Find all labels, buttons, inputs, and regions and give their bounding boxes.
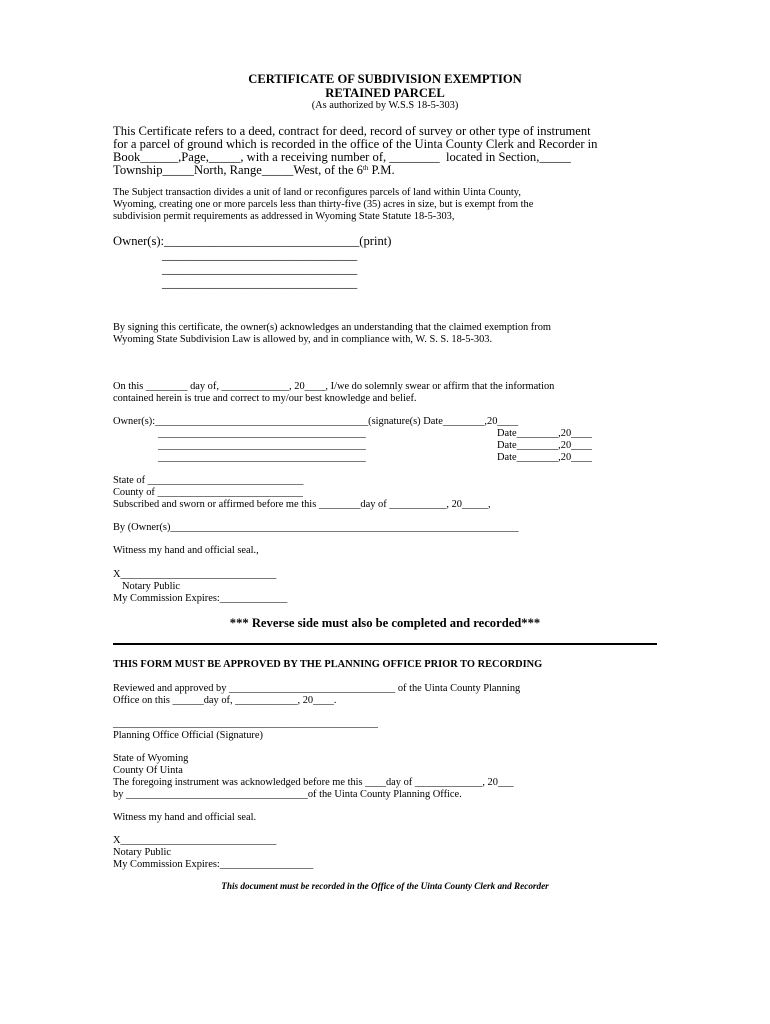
notary2-public-label: Notary Public [113,847,172,858]
intro-line-4-end: P.M. [368,163,395,177]
acknowledge-line-1: By signing this certificate, the owner(s) acknowledges an understanding that the claimed exemption from [113,322,552,333]
approval-reviewed-line-2[interactable]: Office on this ______day of, ____________, 20____. [113,695,337,706]
owners-print-blank-3[interactable]: _______________________________ [162,276,358,290]
owners-signature-blank-3[interactable]: ________________________________________ [158,452,366,463]
intro-line-4-main: Township_____North, Range_____West, of the 6 [113,163,363,177]
owners-signature-line[interactable]: Owner(s):_________________________________________(signature(s) Date________,20____ [113,416,519,427]
notary2-witness-text: Witness my hand and official seal. [113,812,257,823]
owners-signature-blank-1[interactable]: ________________________________________ [158,428,366,439]
intro-line-3: Book______,Page,_____, with a receiving number of, ________ located in Section,_____ [113,150,571,164]
document-title: CERTIFICATE OF SUBDIVISION EXEMPTION [248,72,522,86]
intro-line-4-sup: th [362,164,369,172]
oath-line-1[interactable]: On this ________ day of, _____________, 20____, I/we do solemnly swear or affirm that the information [113,381,555,392]
approval-reviewed-line-1[interactable]: Reviewed and approved by ________________________________ of the Uinta County Planning [113,683,521,694]
notary2-by-line[interactable]: by ___________________________________of the Uinta County Planning Office. [113,789,462,800]
owners-signature-blank-2[interactable]: ________________________________________ [158,440,366,451]
notary2-county: County Of Uinta [113,765,183,776]
subject-line-2: Wyoming, creating one or more parcels less than thirty-five (35) acres in size, but is exempt from the [113,199,534,210]
subject-line-1: The Subject transaction divides a unit of land or reconfigures parcels of land within Uinta County, [113,187,521,198]
owners-signature-date-3[interactable]: Date________,20____ [497,452,592,463]
owners-signature-date-2[interactable]: Date________,20____ [497,440,592,451]
owners-print-line[interactable]: Owner(s):_______________________________(print) [113,234,392,248]
owners-signature-date-1[interactable]: Date________,20____ [497,428,592,439]
intro-line-1: This Certificate refers to a deed, contract for deed, record of survey or other type of instrument [113,124,591,138]
intro-line-4 [113,164,395,177]
reverse-side-notice: *** Reverse side must also be completed and recorded*** [229,616,541,630]
acknowledge-line-2: Wyoming State Subdivision Law is allowed by, and in compliance with, W. S. S. 18-5-303. [113,334,493,345]
intro-line-2: for a parcel of ground which is recorded in the office of the Uinta County Clerk and Recorder in [113,137,598,151]
section-divider [113,643,657,645]
document-subtitle: RETAINED PARCEL [325,86,445,100]
notary2-foregoing-line[interactable]: The foregoing instrument was acknowledged before me this ____day of _____________, 20___ [113,777,514,788]
oath-line-2: contained herein is true and correct to my/our best knowledge and belief. [113,393,417,404]
planning-official-signature-line[interactable]: ___________________________________________________ [113,718,378,729]
notary-public-label: Notary Public [122,581,181,592]
footer-recording-note: This document must be recorded in the Office of the Uinta County Clerk and Recorder [221,881,549,891]
authority-note: (As authorized by W.S.S 18-5-303) [311,100,459,111]
notary2-commission-line[interactable]: My Commission Expires:__________________ [113,859,314,870]
notary-state-field[interactable]: State of ______________________________ [113,475,304,486]
notary-commission-line[interactable]: My Commission Expires:_____________ [113,593,288,604]
approval-heading: THIS FORM MUST BE APPROVED BY THE PLANNING OFFICE PRIOR TO RECORDING [113,659,543,670]
notary2-signature-line[interactable]: X______________________________ [113,835,277,846]
notary-subscribed-line[interactable]: Subscribed and sworn or affirmed before me this ________day of ___________, 20_____, [113,499,491,510]
planning-official-label: Planning Office Official (Signature) [113,730,263,741]
subject-line-3: subdivision permit requirements as addressed in Wyoming State Statute 18-5-303, [113,211,455,222]
notary-witness-text: Witness my hand and official seal., [113,545,259,556]
notary-signature-line[interactable]: X______________________________ [113,569,277,580]
notary2-state: State of Wyoming [113,753,189,764]
owners-print-blank-1[interactable]: _______________________________ [162,248,358,262]
owners-print-blank-2[interactable]: _______________________________ [162,262,358,276]
notary-county-field[interactable]: County of ____________________________ [113,487,303,498]
notary-by-owner-line[interactable]: By (Owner(s)___________________________________________________________________ [113,522,519,533]
